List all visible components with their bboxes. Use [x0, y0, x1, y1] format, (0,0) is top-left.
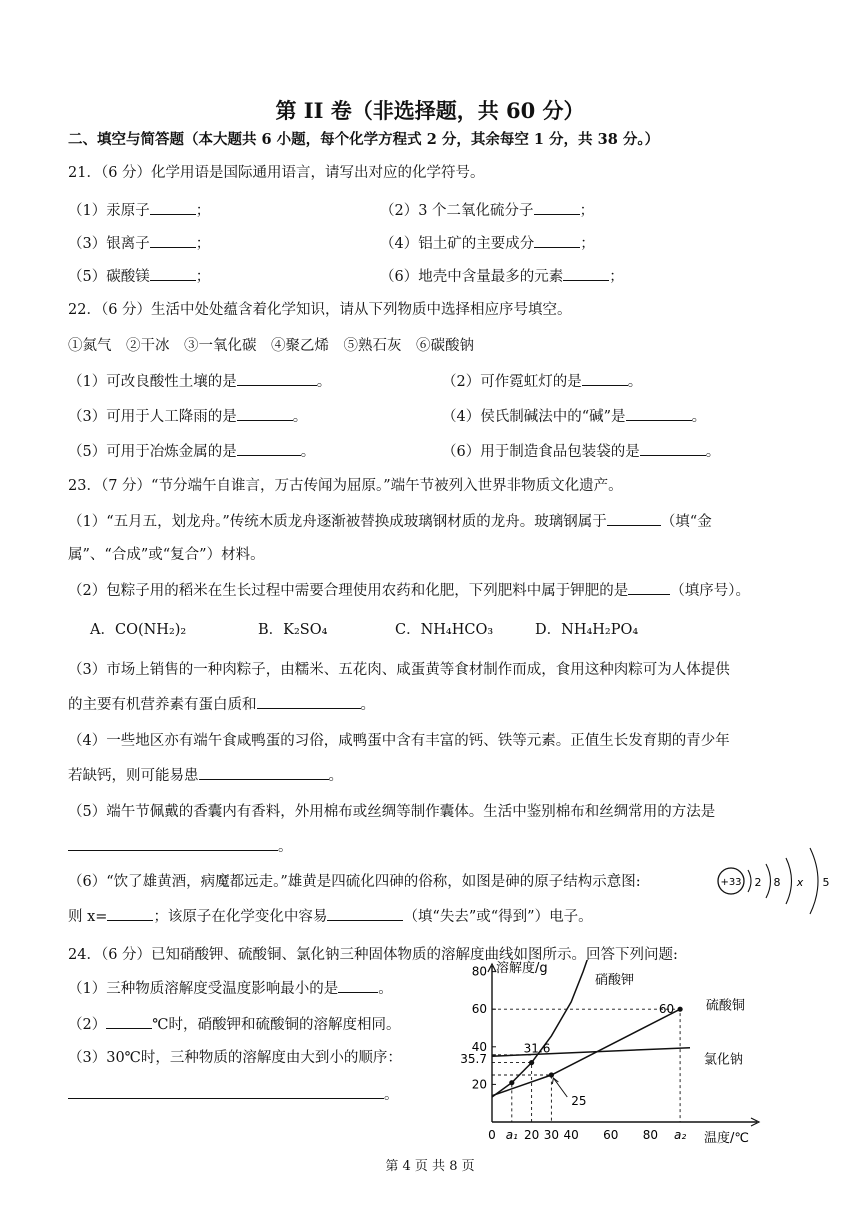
- y-tick-label-0: 20: [471, 1077, 487, 1092]
- data-point-3: [678, 1007, 683, 1012]
- q24-item-1: （1）三种物质溶解度受温度影响最小的是 。: [68, 978, 393, 999]
- atom-shell-2-count: 8: [773, 876, 781, 889]
- data-point-0: [509, 1080, 514, 1085]
- series-label-1: 硫酸铜: [705, 998, 745, 1014]
- q21-item-1: （1）汞原子 ；: [68, 200, 210, 221]
- q23-part-2: （2）包粽子用的稻米在生长过程中需要合理使用农药和化肥，下列肥料中属于钾肥的是 （填序号）。: [68, 580, 750, 601]
- q23-part-1-cont: 属”、“合成”或“复合”）材料。: [68, 547, 265, 563]
- q21-item-6: （6）地壳中含量最多的元素 ；: [380, 266, 624, 287]
- q21-item-2: （2）3 个二氧化硫分子 ；: [380, 200, 594, 221]
- q23-part-4-cont: 若缺钙，则可能易患 。: [68, 765, 343, 786]
- data-point-1: [529, 1060, 534, 1065]
- x-tick-label-3: 30: [543, 1128, 560, 1142]
- q23-stem: 23．（7 分）“节分端午自谁言，万古传闻为屈原。”端午节被列入世界非物质文化遗产。: [68, 478, 623, 494]
- atom-shell-2: [766, 864, 771, 898]
- x-tick-label-4: 40: [563, 1128, 579, 1142]
- q22-item-2: （2）可作霓虹灯的是 。: [442, 371, 642, 392]
- q21-item-4: （4）铝土矿的主要成分 ；: [380, 233, 595, 254]
- q22-item-3: （3）可用于人工降雨的是 。: [68, 406, 307, 427]
- atom-nucleus-charge: +33: [720, 877, 742, 888]
- atom-shell-4: [810, 848, 818, 914]
- series-label-0: 硝酸钾: [594, 973, 634, 988]
- q23-part-3: （3）市场上销售的一种肉粽子，由糯米、五花肉、咸蛋黄等食材制作而成，食用这种肉粽可为人体提供: [68, 662, 730, 678]
- q24-item-3: （3）30℃时，三种物质的溶解度由大到小的顺序：: [68, 1050, 402, 1066]
- q24-item-3-cont: 。: [68, 1084, 399, 1105]
- x-axis-label: 温度/℃: [704, 1131, 749, 1146]
- q24-item-2: （2） ℃时，硝酸钾和硫酸铜的溶解度相同。: [68, 1014, 400, 1035]
- y-axis-label: 溶解度/g: [496, 961, 548, 976]
- x-tick-label-6: 80: [642, 1128, 659, 1142]
- x-tick-label-5: 60: [603, 1128, 619, 1142]
- q22-stem: 22．（6 分）生活中处处蕴含着化学知识，请从下列物质中选择相应序号填空。: [68, 302, 572, 318]
- page-title: 第 II 卷（非选择题，共 60 分）: [275, 98, 585, 123]
- series-label-2: 氯化钠: [703, 1052, 743, 1068]
- q23-option-a: A．CO(NH₂)₂: [90, 622, 187, 638]
- atom-shell-1-count: 2: [754, 876, 762, 889]
- q23-part-3-cont: 的主要有机营养素有蛋白质和 。: [68, 694, 375, 715]
- q23-part-1: （1）“五月五，划龙舟。”传统木质龙舟逐渐被替换成玻璃钢材质的龙舟。玻璃钢属于 （填“金: [68, 511, 712, 532]
- q23-part-6-cont: 则 x= ；该原子在化学变化中容易 （填“失去”或“得到”）电子。: [68, 906, 593, 927]
- annotation-25: 25: [571, 1094, 587, 1108]
- x-tick-label-0: 0: [488, 1128, 496, 1142]
- q22-item-5: （5）可用于冶炼金属的是 。: [68, 441, 315, 462]
- q23-option-c: C．NH₄HCO₃: [395, 622, 494, 638]
- q23-part-6: （6）“饮了雄黄酒，病魔都远走。”雄黄是四硫化四砷的俗称，如图是砷的原子结构示意图:: [68, 874, 641, 890]
- annotation-31-6: 31.6: [523, 1041, 551, 1056]
- annotation-60: 60: [658, 1002, 675, 1017]
- x-tick-label-2: 20: [523, 1128, 540, 1142]
- atom-shell-3-count: x: [796, 876, 804, 889]
- annotation-25-arrow: [553, 1078, 567, 1097]
- q21-item-3: （3）银离子 ；: [68, 233, 210, 254]
- q24-stem: 24．（6 分）已知硝酸钾、硫酸铜、氯化钠三种固体物质的溶解度曲线如图所示。回答下列问题:: [68, 947, 678, 963]
- q22-item-6: （6）用于制造食品包装袋的是 。: [442, 441, 720, 462]
- y-tick-label-3: 60: [471, 1002, 487, 1017]
- q22-options: ①氮气 ②干冰 ③一氧化碳 ④聚乙烯 ⑤熟石灰 ⑥碳酸钠: [68, 338, 474, 354]
- atom-structure-diagram: [714, 840, 854, 920]
- q22-item-1: （1）可改良酸性土壤的是 。: [68, 371, 331, 392]
- y-tick-label-2: 40: [471, 1039, 487, 1054]
- guide-25: [492, 1075, 551, 1122]
- atom-shell-3: [786, 858, 792, 904]
- q22-item-4: （4）侯氏制碱法中的“碱”是 。: [442, 406, 706, 427]
- atom-shell-1: [748, 870, 751, 892]
- atom-shell-4-count: 5: [822, 876, 830, 889]
- q21-item-5: （5）碳酸镁 ；: [68, 266, 210, 287]
- y-tick-label-1: 35.7: [460, 1051, 487, 1066]
- q23-part-5-cont: 。: [68, 836, 293, 857]
- q23-part-5: （5）端午节佩戴的香囊内有香料，外用棉布或丝绸等制作囊体。生活中鉴别棉布和丝绸常用的方法是: [68, 804, 716, 820]
- page-footer: 第 4 页 共 8 页: [385, 1159, 475, 1174]
- q23-option-b: B．K₂SO₄: [258, 622, 328, 638]
- data-point-2: [549, 1072, 554, 1077]
- x-tick-label-7: a₂: [674, 1128, 687, 1142]
- series-line-0: [492, 960, 591, 1097]
- q23-part-4: （4）一些地区亦有端午食咸鸭蛋的习俗，咸鸭蛋中含有丰富的钙、铁等元素。正值生长发育期的青少年: [68, 733, 730, 749]
- solubility-chart: [440, 960, 785, 1150]
- q23-option-d: D．NH₄H₂PO₄: [535, 622, 639, 638]
- x-tick-label-1: a₁: [505, 1128, 518, 1142]
- section-heading: 二、填空与简答题（本大题共 6 小题，每个化学方程式 2 分，其余每空 1 分，共 38 分。）: [68, 131, 660, 148]
- y-tick-label-4: 80: [471, 964, 487, 979]
- q21-stem: 21．（6 分）化学用语是国际通用语言，请写出对应的化学符号。: [68, 165, 485, 181]
